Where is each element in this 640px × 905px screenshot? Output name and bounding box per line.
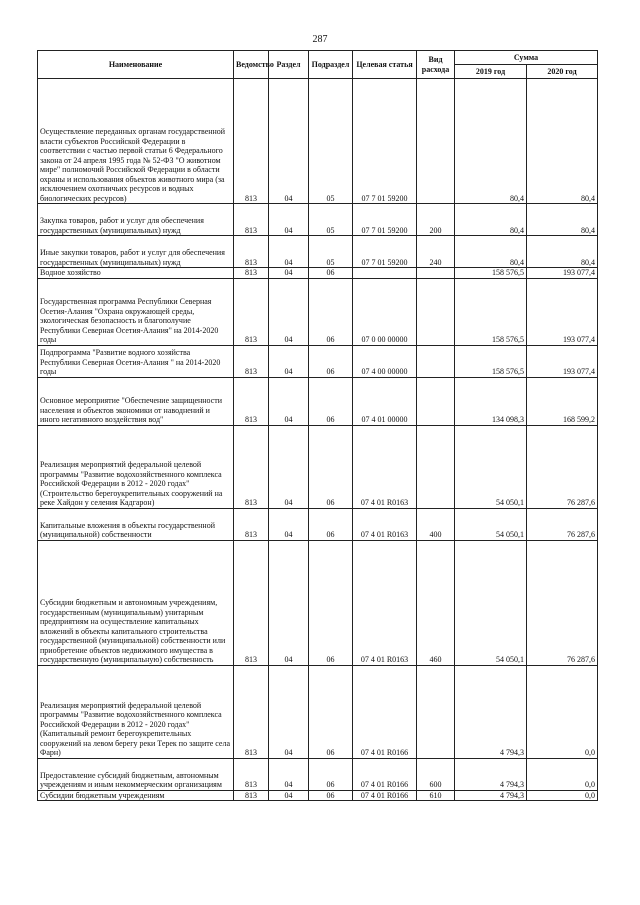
row-sum-2019: 54 050,1 — [455, 425, 527, 508]
row-vid-raskhoda — [417, 79, 455, 204]
row-sum-2019: 4 794,3 — [455, 665, 527, 758]
row-name: Водное хозяйство — [38, 268, 234, 279]
row-vid-raskhoda: 610 — [417, 790, 455, 801]
row-podrazdel: 06 — [309, 377, 353, 425]
page-number: 287 — [312, 34, 328, 45]
table-row — [38, 540, 598, 665]
row-name: Подпрограмма "Развитие водного хозяйства Республики Северная Осетия-Алания " на 2014-2020 годы — [38, 345, 234, 377]
row-podrazdel: 06 — [309, 508, 353, 540]
row-sum-2019: 80,4 — [455, 79, 527, 204]
row-sum-2019: 54 050,1 — [455, 508, 527, 540]
table-row — [38, 345, 598, 377]
row-name: Государственная программа Республики Северная Осетия-Алания "Охрана окружающей среды, экологическая безопасность и благополучие Республики Северная Осетия-Алания" на 2014-2020 годы — [38, 278, 234, 345]
row-sum-2019: 4 794,3 — [455, 790, 527, 801]
header-name: Наименование — [38, 51, 234, 79]
table-row — [38, 377, 598, 425]
table-row — [38, 665, 598, 758]
row-name: Субсидии бюджетным учреждениям — [38, 790, 234, 801]
row-celevaya-statya: 07 4 01 R0163 — [353, 425, 417, 508]
row-celevaya-statya: 07 4 01 R0163 — [353, 508, 417, 540]
row-vid-raskhoda — [417, 345, 455, 377]
row-ved: 813 — [234, 79, 269, 204]
row-celevaya-statya: 07 4 01 R0163 — [353, 540, 417, 665]
row-vid-raskhoda — [417, 665, 455, 758]
row-razdel: 04 — [269, 425, 309, 508]
table-header — [38, 51, 598, 79]
row-celevaya-statya: 07 7 01 59200 — [353, 79, 417, 204]
row-razdel: 04 — [269, 540, 309, 665]
row-podrazdel: 06 — [309, 425, 353, 508]
row-podrazdel: 05 — [309, 236, 353, 268]
table-row — [38, 425, 598, 508]
row-ved: 813 — [234, 377, 269, 425]
row-sum-2020: 80,4 — [527, 79, 598, 204]
row-ved: 813 — [234, 345, 269, 377]
row-celevaya-statya: 07 7 01 59200 — [353, 236, 417, 268]
table-row — [38, 79, 598, 204]
row-celevaya-statya: 07 4 01 00000 — [353, 377, 417, 425]
row-name: Капитальные вложения в объекты государственной (муниципальной) собственности — [38, 508, 234, 540]
row-vid-raskhoda: 240 — [417, 236, 455, 268]
row-celevaya-statya: 07 7 01 59200 — [353, 204, 417, 236]
row-sum-2020: 0,0 — [527, 790, 598, 801]
row-razdel: 04 — [269, 204, 309, 236]
row-vid-raskhoda — [417, 377, 455, 425]
row-sum-2020: 80,4 — [527, 236, 598, 268]
row-sum-2019: 80,4 — [455, 236, 527, 268]
row-ved: 813 — [234, 204, 269, 236]
row-sum-2020: 76 287,6 — [527, 540, 598, 665]
header-podrazdel: Подраздел — [309, 51, 353, 79]
row-podrazdel: 06 — [309, 268, 353, 279]
row-ved: 813 — [234, 790, 269, 801]
row-vid-raskhoda — [417, 425, 455, 508]
row-podrazdel: 06 — [309, 540, 353, 665]
row-sum-2019: 134 098,3 — [455, 377, 527, 425]
row-sum-2019: 158 576,5 — [455, 345, 527, 377]
row-sum-2019: 54 050,1 — [455, 540, 527, 665]
row-sum-2020: 80,4 — [527, 204, 598, 236]
row-razdel: 04 — [269, 268, 309, 279]
header-razdel: Раздел — [269, 51, 309, 79]
row-name: Закупка товаров, работ и услуг для обеспечения государственных (муниципальных) нужд — [38, 204, 234, 236]
row-sum-2020: 0,0 — [527, 758, 598, 790]
row-celevaya-statya: 07 4 01 R0166 — [353, 790, 417, 801]
row-ved: 813 — [234, 665, 269, 758]
table-row — [38, 758, 598, 790]
row-sum-2020: 0,0 — [527, 665, 598, 758]
row-podrazdel: 05 — [309, 79, 353, 204]
row-sum-2020: 193 077,4 — [527, 268, 598, 279]
row-name: Субсидии бюджетным и автономным учреждениям, государственным (муниципальным) унитарным предприятиям на осуществление капитальных вложений в объекты капитального строительства государственной (муниципальной) собственности или приобретение объектов недвижимого имущества в государственную (муниципальную) собственность — [38, 540, 234, 665]
header-summa: Сумма — [455, 51, 598, 65]
table-body — [38, 79, 598, 801]
row-vid-raskhoda: 600 — [417, 758, 455, 790]
row-razdel: 04 — [269, 790, 309, 801]
table-row — [38, 790, 598, 801]
row-celevaya-statya: 07 4 00 00000 — [353, 345, 417, 377]
header-vid: Вид расхода — [417, 51, 455, 79]
row-name: Предоставление субсидий бюджетным, автономным учреждениям и иным некоммерческим организациям — [38, 758, 234, 790]
row-vid-raskhoda: 200 — [417, 204, 455, 236]
row-sum-2019: 80,4 — [455, 204, 527, 236]
table-row — [38, 278, 598, 345]
row-podrazdel: 06 — [309, 758, 353, 790]
row-razdel: 04 — [269, 236, 309, 268]
row-vid-raskhoda — [417, 268, 455, 279]
header-celevaya: Целевая статья — [353, 51, 417, 79]
row-razdel: 04 — [269, 345, 309, 377]
row-name: Иные закупки товаров, работ и услуг для обеспечения государственных (муниципальных) нужд — [38, 236, 234, 268]
row-sum-2019: 158 576,5 — [455, 268, 527, 279]
row-ved: 813 — [234, 268, 269, 279]
row-ved: 813 — [234, 508, 269, 540]
row-vid-raskhoda — [417, 278, 455, 345]
row-sum-2020: 76 287,6 — [527, 508, 598, 540]
row-name: Основное мероприятие "Обеспечение защищенности населения и объектов экономики от наводнений и иного негативного воздействия вод" — [38, 377, 234, 425]
row-razdel: 04 — [269, 665, 309, 758]
table-row — [38, 508, 598, 540]
row-podrazdel: 06 — [309, 278, 353, 345]
row-sum-2020: 193 077,4 — [527, 345, 598, 377]
row-name: Реализация мероприятий федеральной целевой программы "Развитие водохозяйственного комплекса Российской Федерации в 2012 - 2020 годах" (Капитальный ремонт берегоукрепительных сооружений на левом берегу реки Терек по защите села Фарн) — [38, 665, 234, 758]
row-celevaya-statya — [353, 268, 417, 279]
header-year-2019: 2019 год — [455, 65, 527, 79]
row-vid-raskhoda: 400 — [417, 508, 455, 540]
row-ved: 813 — [234, 425, 269, 508]
table-row — [38, 204, 598, 236]
row-name: Реализация мероприятий федеральной целевой программы "Развитие водохозяйственного комплекса Российской Федерации в 2012 - 2020 годах" (Строительство берегоукрепительных сооружений на реке Хайдон у селения Кадгарон) — [38, 425, 234, 508]
header-ved: Ведомство — [234, 51, 269, 79]
row-vid-raskhoda: 460 — [417, 540, 455, 665]
row-celevaya-statya: 07 4 01 R0166 — [353, 758, 417, 790]
row-ved: 813 — [234, 758, 269, 790]
row-celevaya-statya: 07 0 00 00000 — [353, 278, 417, 345]
row-sum-2020: 76 287,6 — [527, 425, 598, 508]
row-ved: 813 — [234, 540, 269, 665]
row-podrazdel: 06 — [309, 665, 353, 758]
row-ved: 813 — [234, 236, 269, 268]
row-razdel: 04 — [269, 758, 309, 790]
row-razdel: 04 — [269, 508, 309, 540]
table-row — [38, 268, 598, 279]
row-podrazdel: 05 — [309, 204, 353, 236]
row-razdel: 04 — [269, 278, 309, 345]
row-sum-2019: 158 576,5 — [455, 278, 527, 345]
table-row — [38, 236, 598, 268]
budget-table — [37, 50, 598, 801]
row-razdel: 04 — [269, 79, 309, 204]
row-podrazdel: 06 — [309, 345, 353, 377]
row-sum-2019: 4 794,3 — [455, 758, 527, 790]
row-ved: 813 — [234, 278, 269, 345]
row-sum-2020: 168 599,2 — [527, 377, 598, 425]
row-celevaya-statya: 07 4 01 R0166 — [353, 665, 417, 758]
row-razdel: 04 — [269, 377, 309, 425]
row-name: Осуществление переданных органам государственной власти субъектов Российской Федерации в соответствии с частью первой статьи 6 Федерального закона от 24 апреля 1995 года № 52-ФЗ "О животном мире" полномочий Российской Федерации в области охраны и использования объектов животного мира (за исключением охотничьих ресурсов и водных биологических ресурсов) — [38, 79, 234, 204]
row-sum-2020: 193 077,4 — [527, 278, 598, 345]
header-year-2020: 2020 год — [527, 65, 598, 79]
row-podrazdel: 06 — [309, 790, 353, 801]
